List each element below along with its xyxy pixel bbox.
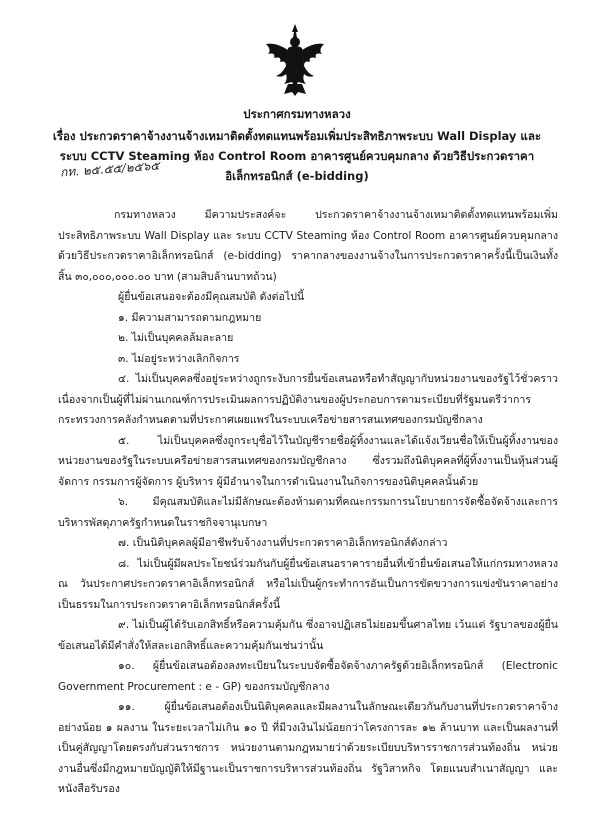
garuda-emblem-icon (262, 22, 328, 98)
qualification-item: ๑๑. ผู้ยื่นข้อเสนอต้องเป็นนิติบุคคลและมีผลงานในลักษณะเดียวกันกับงานที่ประกวดราคาจ้าง อย่างน้อย ๑ ผลงาน ในระยะเวลาไม่เกิน ๑๐ ปี ที่มีวงเงินไม่น้อยกว่าโครงการละ ๑๒ ล้านบาท และเป็นผลงานที่เป็นคู่สัญญาโดยตรงกับส่วนราชการ หน่วยงานตามกฎหมายว่าด้วยระเบียบบริหารราชการส่วนท้องถิ่น หน่วยงานอื่นซึ่งมีกฎหมายบัญญัติให้มีฐานะเป็นราชการบริหารส่วนท้องถิ่น รัฐวิสาหกิจ โดยแนบสำเนาสัญญา และหนังสือรับรอง (58, 701, 558, 795)
qualification-item: ๖. มีคุณสมบัติและไม่มีลักษณะต้องห้ามตามที่คณะกรรมการนโยบายการจัดซื้อจัดจ้างและการบริหารพัสดุภาครัฐกำหนดในราชกิจจานุเบกษา (58, 496, 558, 529)
qualification-item: ๒. ไม่เป็นบุคคลล้มละลาย (118, 332, 234, 344)
qualification-item: ๗. เป็นนิติบุคคลผู้มีอาชีพรับจ้างงานที่ประกวดราคาอิเล็กทรอนิกส์ดังกล่าว (118, 537, 448, 549)
qualification-item: ๑๐. ผู้ยื่นข้อเสนอต้องลงทะเบียนในระบบจัดซื้อจัดจ้างภาครัฐด้วยอิเล็กทรอนิกส์ (Electronic Government Procurement : e - GP) ของกรมบัญชีกลาง (58, 660, 558, 693)
qualification-item: ๔. ไม่เป็นบุคคลซึ่งอยู่ระหว่างถูกระงับการยื่นข้อเสนอหรือทำสัญญากับหน่วยงานของรัฐไว้ชั่วคราว เนื่องจากเป็นผู้ที่ไม่ผ่านเกณฑ์การประเมินผลการปฏิบัติงานของผู้ประกอบการตามระเบียบที่รัฐมนตรีว่าการกระทรวงการคลังกำหนดตามที่ประกาศเผยแพร่ในระบบเครือข่ายสารสนเทศของกรมบัญชีกลาง (58, 373, 558, 426)
announcement-title: ประกาศกรมทางหลวง (243, 107, 351, 121)
qualification-item: ๙. ไม่เป็นผู้ได้รับเอกสิทธิ์หรือความคุ้มกัน ซึ่งอาจปฏิเสธไม่ยอมขึ้นศาลไทย เว้นแต่ รัฐบาลของผู้ยื่นข้อเสนอได้มีคำสั่งให้สละเอกสิทธิ์และความคุ้มกันเช่นว่านั้น (58, 619, 558, 652)
qualifications-heading: ผู้ยื่นข้อเสนอจะต้องมีคุณสมบัติ ดังต่อไปนี้ (118, 291, 305, 303)
qualification-item: ๘. ไม่เป็นผู้มีผลประโยชน์ร่วมกันกับผู้ยื่นข้อเสนอราคารายอื่นที่เข้ายื่นข้อเสนอให้แก่กรมทางหลวง ณ วันประกาศประกวดราคาอิเล็กทรอนิกส์ หรือไม่เป็นผู้กระทำการอันเป็นการขัดขวางการแข่งขันราคาอย่างเป็นธรรมในการประกวดราคาอิเล็กทรอนิกส์ครั้งนี้ (58, 557, 558, 611)
announcement-body (58, 205, 558, 800)
qualification-item: ๑. มีความสามารถตามกฎหมาย (118, 311, 262, 324)
qualification-item: ๓. ไม่อยู่ระหว่างเลิกกิจการ (118, 352, 240, 365)
intro-paragraph: กรมทางหลวง มีความประสงค์จะ ประกวดราคาจ้างงานจ้างเหมาติดตั้งทดแทนพร้อมเพิ่มประสิทธิภาพระบบ Wall Display และ ระบบ CCTV Steaming ห้อง Control Room อาคารศูนย์ควบคุมกลาง ด้วยวิธีประกวดราคาอิเล็กทรอนิกส์ (e-bidding) ราคากลางของงานจ้างในการประกวดราคาครั้งนี้เป็นเงินทั้งสิ้น ๓๐,๐๐๐,๐๐๐.๐๐ บาท (สามสิบล้านบาทถ้วน) (58, 209, 558, 283)
handwritten-reference-number: กท. ๒๕.๕๕/๒๕๖๕ (59, 158, 160, 180)
qualification-item: ๕. ไม่เป็นบุคคลซึ่งถูกระบุชื่อไว้ในบัญชีรายชื่อผู้ทิ้งงานและได้แจ้งเวียนชื่อให้เป็นผู้ทิ้งงานของหน่วยงานของรัฐในระบบเครือข่ายสารสนเทศของกรมบัญชีกลาง ซึ่งรวมถึงนิติบุคคลที่ผู้ทิ้งงานเป็นหุ้นส่วนผู้จัดการ กรรมการผู้จัดการ ผู้บริหาร ผู้มีอำนาจในการดำเนินงานในกิจการของนิติบุคคลนั้นด้วย (58, 434, 558, 488)
announcement-subject: เรื่อง ประกวดราคาจ้างงานจ้างเหมาติดตั้งทดแทนพร้อมเพิ่มประสิทธิภาพระบบ Wall Display และ ระบบ CCTV Steaming ห้อง Control Room อาคารศูนย์ควบคุมกลาง ด้วยวิธีประกวดราคาอิเล็กทรอนิกส์ (e-bidding) (52, 129, 542, 183)
